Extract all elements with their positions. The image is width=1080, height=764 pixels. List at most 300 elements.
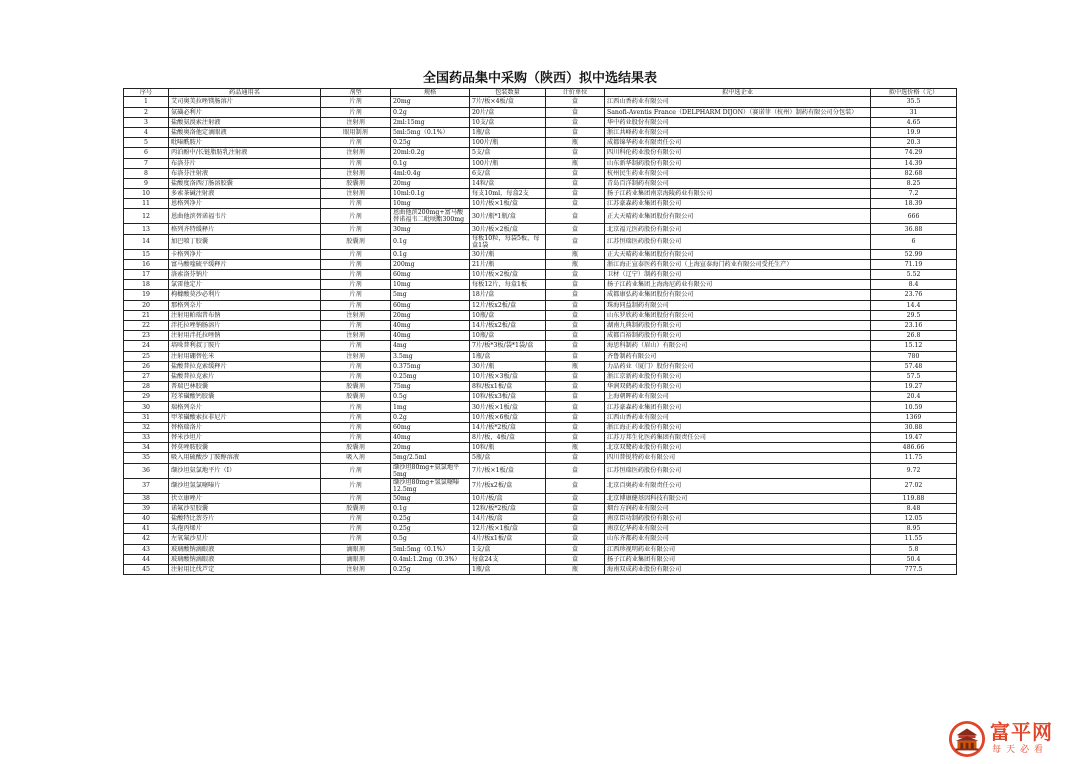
cell-package: 10片/板×3板/盒: [470, 371, 546, 381]
cell-dosage-form: 吸入剂: [321, 453, 391, 463]
cell-index: 21: [124, 310, 169, 320]
table-row: [124, 513, 957, 523]
table-body: [124, 97, 957, 575]
cell-index: 28: [124, 382, 169, 392]
table-row: [124, 138, 957, 148]
cell-specification: 20mg: [391, 178, 470, 188]
cell-package: 12粒/板*2板/盒: [470, 503, 546, 513]
cell-price: 23.16: [871, 320, 957, 330]
table-row: [124, 564, 957, 574]
cell-drug-name: 丙泊酚中/长链脂肪乳注射液: [169, 148, 321, 158]
table-header-row: [124, 89, 957, 97]
cell-unit: 盒: [546, 127, 605, 137]
cell-drug-name: 培哚普利叔丁胺片: [169, 341, 321, 351]
cell-index: 10: [124, 189, 169, 199]
cell-dosage-form: 片剂: [321, 463, 391, 478]
cell-unit: 盒: [546, 270, 605, 280]
cell-company: 江西山香药业有限公司: [605, 97, 871, 107]
cell-package: 1瓶/盒: [470, 127, 546, 137]
cell-unit: 盒: [546, 534, 605, 544]
cell-index: 14: [124, 234, 169, 249]
cell-unit: 盒: [546, 412, 605, 422]
cell-specification: 0.25mg: [391, 371, 470, 381]
cell-index: 15: [124, 249, 169, 259]
cell-drug-name: 恩格列净片: [169, 199, 321, 209]
cell-price: 777.5: [871, 564, 957, 574]
table-row: [124, 382, 957, 392]
cell-drug-name: 氯雷他定片: [169, 280, 321, 290]
cell-company: 北京百奥药业有限责任公司: [605, 478, 871, 493]
cell-index: 38: [124, 493, 169, 503]
cell-drug-name: 替莫唑胺胶囊: [169, 443, 321, 453]
cell-company: 成都锦华药业有限责任公司: [605, 138, 871, 148]
cell-unit: 盒: [546, 382, 605, 392]
cell-specification: 0.25g: [391, 524, 470, 534]
cell-package: 4片/板x1板/盒: [470, 534, 546, 544]
cell-drug-name: 左氧氟沙星片: [169, 534, 321, 544]
table-row: [124, 453, 957, 463]
cell-index: 12: [124, 209, 169, 224]
cell-drug-name: 多索茶碱注射液: [169, 189, 321, 199]
cell-drug-name: 缬沙坦氨氯地平片（Ⅰ）: [169, 463, 321, 478]
table-row: [124, 259, 957, 269]
cell-drug-name: 玻璃酸钠滴眼液: [169, 544, 321, 554]
cell-price: 9.72: [871, 463, 957, 478]
cell-index: 6: [124, 148, 169, 158]
cell-company: 扬子江药业集团有限公司: [605, 554, 871, 564]
procurement-results-table: [123, 88, 957, 575]
cell-drug-name: 缬沙坦氢氯噻嗪片: [169, 478, 321, 493]
cell-specification: 30mg: [391, 224, 470, 234]
table-row: [124, 478, 957, 493]
cell-dosage-form: 眼用制剂: [321, 127, 391, 137]
cell-package: 10片/板×1板/盒: [470, 199, 546, 209]
cell-company: 北京双鹭药业股份有限公司: [605, 443, 871, 453]
cell-dosage-form: 片剂: [321, 290, 391, 300]
cell-package: 30片/瓶: [470, 361, 546, 371]
cell-company: 力品药业（厦门）股份有限公司: [605, 361, 871, 371]
cell-index: 42: [124, 534, 169, 544]
cell-price: 19.47: [871, 433, 957, 443]
cell-dosage-form: 片剂: [321, 433, 391, 443]
table-row: [124, 493, 957, 503]
cell-unit: 瓶: [546, 158, 605, 168]
cell-dosage-form: 片剂: [321, 224, 391, 234]
table-row: [124, 351, 957, 361]
cell-dosage-form: 胶囊剂: [321, 503, 391, 513]
table-row: [124, 189, 957, 199]
cell-company: Sanofi-Aventis France（DELPHARM DIJON）（赛诺菲（杭州）制药有限公司分包装）: [605, 107, 871, 117]
cell-unit: 盒: [546, 107, 605, 117]
cell-package: 14片/板x2板/盒: [470, 320, 546, 330]
cell-package: 10瓶/盒: [470, 310, 546, 320]
cell-index: 19: [124, 290, 169, 300]
cell-price: 5.8: [871, 544, 957, 554]
cell-dosage-form: 注射剂: [321, 310, 391, 320]
cell-specification: 50mg: [391, 493, 470, 503]
cell-specification: 10mg: [391, 199, 470, 209]
cell-unit: 盒: [546, 513, 605, 523]
header-company: 拟中选企业: [605, 89, 871, 97]
cell-specification: 0.2g: [391, 412, 470, 422]
cell-index: 7: [124, 158, 169, 168]
cell-unit: 盒: [546, 478, 605, 493]
cell-price: 14.39: [871, 158, 957, 168]
cell-unit: 盒: [546, 117, 605, 127]
cell-drug-name: 盐酸氨溴索注射液: [169, 117, 321, 127]
cell-index: 9: [124, 178, 169, 188]
cell-price: 15.12: [871, 341, 957, 351]
cell-price: 780: [871, 351, 957, 361]
cell-index: 29: [124, 392, 169, 402]
brand-name: 富平网: [990, 720, 1053, 744]
header-drug-name: 药品通用名: [169, 89, 321, 97]
cell-company: 南京亿华药业有限公司: [605, 524, 871, 534]
cell-unit: 盒: [546, 199, 605, 209]
cell-package: 1瓶/盒: [470, 351, 546, 361]
header-price: 拟中选价格（元）: [871, 89, 957, 97]
table-row: [124, 209, 957, 224]
cell-price: 35.5: [871, 97, 957, 107]
cell-price: 11.75: [871, 453, 957, 463]
cell-company: 上海朝晖药业有限公司: [605, 392, 871, 402]
cell-drug-name: 加巴喷丁胶囊: [169, 234, 321, 249]
table-row: [124, 234, 957, 249]
table-row: [124, 503, 957, 513]
cell-company: 南京臣功制药股份有限公司: [605, 513, 871, 523]
cell-unit: 瓶: [546, 249, 605, 259]
cell-dosage-form: 胶囊剂: [321, 392, 391, 402]
cell-company: 山东新华制药股份有限公司: [605, 158, 871, 168]
cell-dosage-form: 滴眼剂: [321, 544, 391, 554]
cell-specification: 0.1g: [391, 158, 470, 168]
cell-drug-name: 泮托拉唑钠肠溶片: [169, 320, 321, 330]
cell-company: 青岛百洋制药有限公司: [605, 178, 871, 188]
cell-drug-name: 瑞格列奈片: [169, 402, 321, 412]
cell-specification: 恩曲他滨200mg+富马酸替诺福韦二吡呋酯300mg: [391, 209, 470, 224]
cell-package: 100片/瓶: [470, 158, 546, 168]
cell-company: 华润双鹤药业股份有限公司: [605, 382, 871, 392]
cell-price: 8.4: [871, 280, 957, 290]
cell-unit: 盒: [546, 178, 605, 188]
cell-price: 486.66: [871, 443, 957, 453]
cell-specification: 20mg: [391, 443, 470, 453]
cell-unit: 盒: [546, 234, 605, 249]
cell-specification: 0.5g: [391, 392, 470, 402]
cell-price: 20.4: [871, 392, 957, 402]
pagoda-logo-icon: [948, 720, 986, 758]
cell-price: 10.59: [871, 402, 957, 412]
cell-package: 10粒/瓶: [470, 443, 546, 453]
cell-dosage-form: 片剂: [321, 478, 391, 493]
cell-package: 10片/板×6板/盒: [470, 412, 546, 422]
cell-package: 8片/板，4板/盒: [470, 433, 546, 443]
cell-dosage-form: 片剂: [321, 249, 391, 259]
cell-unit: 盒: [546, 331, 605, 341]
cell-unit: 盒: [546, 524, 605, 534]
cell-index: 34: [124, 443, 169, 453]
cell-package: 30片/板×2板/盒: [470, 224, 546, 234]
table-row: [124, 361, 957, 371]
cell-price: 36.88: [871, 224, 957, 234]
cell-package: 1支/盒: [470, 544, 546, 554]
cell-specification: 20mg: [391, 310, 470, 320]
cell-unit: 盒: [546, 280, 605, 290]
cell-company: 江西山香药业有限公司: [605, 412, 871, 422]
cell-package: 每盒24支: [470, 554, 546, 564]
cell-dosage-form: 注射剂: [321, 351, 391, 361]
cell-company: 成都康弘药业集团股份有限公司: [605, 290, 871, 300]
cell-company: 浙江海正药业股份有限公司: [605, 422, 871, 432]
cell-index: 23: [124, 331, 169, 341]
cell-dosage-form: 片剂: [321, 402, 391, 412]
cell-index: 36: [124, 463, 169, 478]
cell-unit: 盒: [546, 341, 605, 351]
cell-package: 20片/盒: [470, 107, 546, 117]
cell-drug-name: 枸橼酸莫沙必利片: [169, 290, 321, 300]
cell-unit: 盒: [546, 422, 605, 432]
cell-package: 12片/板x2板/盒: [470, 300, 546, 310]
cell-price: 82.68: [871, 168, 957, 178]
site-watermark: [948, 718, 1076, 764]
cell-price: 74.29: [871, 148, 957, 158]
cell-package: 10支/盒: [470, 117, 546, 127]
cell-package: 30片/瓶*1瓶/盒: [470, 209, 546, 224]
cell-drug-name: 卡格列净片: [169, 249, 321, 259]
cell-index: 25: [124, 351, 169, 361]
table-row: [124, 433, 957, 443]
document-title: 全国药品集中采购（陕西）拟中选结果表: [422, 71, 657, 86]
cell-specification: 缬沙坦80mg+氢氯噻嗪12.5mg: [391, 478, 470, 493]
table-row: [124, 158, 957, 168]
cell-index: 33: [124, 433, 169, 443]
table-row: [124, 524, 957, 534]
cell-unit: 盒: [546, 371, 605, 381]
cell-package: 7片/板x2板/盒: [470, 478, 546, 493]
cell-price: 6: [871, 234, 957, 249]
cell-index: 26: [124, 361, 169, 371]
cell-drug-name: 吸入用硫酸沙丁胺醇溶液: [169, 453, 321, 463]
cell-drug-name: 羟苯磺酸钙胶囊: [169, 392, 321, 402]
table-row: [124, 463, 957, 478]
cell-dosage-form: 注射剂: [321, 117, 391, 127]
cell-price: 57.5: [871, 371, 957, 381]
cell-package: 18片/盒: [470, 290, 546, 300]
cell-specification: 缬沙坦80mg+氨氯地平5mg: [391, 463, 470, 478]
cell-unit: 盒: [546, 503, 605, 513]
cell-unit: 盒: [546, 189, 605, 199]
table-row: [124, 224, 957, 234]
cell-specification: 1mg: [391, 402, 470, 412]
cell-price: 1369: [871, 412, 957, 422]
cell-specification: 60mg: [391, 422, 470, 432]
cell-specification: 4mg: [391, 341, 470, 351]
cell-specification: 0.375mg: [391, 361, 470, 371]
cell-index: 1: [124, 97, 169, 107]
cell-dosage-form: 片剂: [321, 158, 391, 168]
cell-company: 北京博康健基因科技有限公司: [605, 493, 871, 503]
cell-price: 23.76: [871, 290, 957, 300]
cell-unit: 瓶: [546, 138, 605, 148]
cell-package: 14片/板*2板/盒: [470, 422, 546, 432]
cell-specification: 0.1g: [391, 503, 470, 513]
cell-price: 666: [871, 209, 957, 224]
cell-price: 18.39: [871, 199, 957, 209]
cell-drug-name: 注射用比伐芦定: [169, 564, 321, 574]
cell-dosage-form: 片剂: [321, 138, 391, 148]
cell-company: 江苏恒瑞医药股份有限公司: [605, 463, 871, 478]
table-row: [124, 412, 957, 422]
cell-dosage-form: 注射剂: [321, 564, 391, 574]
cell-index: 22: [124, 320, 169, 330]
cell-index: 16: [124, 259, 169, 269]
cell-package: 14片/板/盒: [470, 513, 546, 523]
cell-dosage-form: 片剂: [321, 361, 391, 371]
table-row: [124, 371, 957, 381]
cell-price: 8.25: [871, 178, 957, 188]
table-row: [124, 300, 957, 310]
cell-package: 10片/板×2板/盒: [470, 270, 546, 280]
cell-price: 12.05: [871, 513, 957, 523]
cell-company: 江苏恒瑞医药股份有限公司: [605, 234, 871, 249]
table-row: [124, 148, 957, 158]
cell-package: 7片/板*3板/袋*1袋/盒: [470, 341, 546, 351]
cell-price: 8.95: [871, 524, 957, 534]
cell-unit: 盒: [546, 148, 605, 158]
cell-package: 7片/板×4板/盒: [470, 97, 546, 107]
cell-drug-name: 替格瑞洛片: [169, 422, 321, 432]
cell-index: 30: [124, 402, 169, 412]
cell-index: 4: [124, 127, 169, 137]
cell-specification: 5mg/2.5ml: [391, 453, 470, 463]
cell-unit: 盒: [546, 402, 605, 412]
cell-package: 10片/板/盒: [470, 493, 546, 503]
cell-index: 24: [124, 341, 169, 351]
cell-specification: 5ml:5mg（0.1%）: [391, 127, 470, 137]
cell-specification: 4ml:0.4g: [391, 168, 470, 178]
cell-unit: 盒: [546, 97, 605, 107]
cell-price: 19.9: [871, 127, 957, 137]
cell-specification: 0.25g: [391, 513, 470, 523]
cell-dosage-form: 胶囊剂: [321, 443, 391, 453]
cell-company: 浙江京新药业股份有限公司: [605, 371, 871, 381]
cell-unit: 盒: [546, 320, 605, 330]
cell-drug-name: 盐酸度洛西汀肠溶胶囊: [169, 178, 321, 188]
header-unit: 计价单位: [546, 89, 605, 97]
cell-index: 20: [124, 300, 169, 310]
table-row: [124, 320, 957, 330]
cell-drug-name: 盐酸普拉克索片: [169, 371, 321, 381]
cell-index: 35: [124, 453, 169, 463]
cell-drug-name: 注射用帕瑞昔布钠: [169, 310, 321, 320]
cell-dosage-form: 注射剂: [321, 168, 391, 178]
cell-company: 齐鲁制药有限公司: [605, 351, 871, 361]
cell-specification: 60mg: [391, 300, 470, 310]
table-row: [124, 117, 957, 127]
cell-index: 13: [124, 224, 169, 234]
cell-drug-name: 注射用泮托拉唑钠: [169, 331, 321, 341]
table-row: [124, 554, 957, 564]
cell-dosage-form: 胶囊剂: [321, 178, 391, 188]
cell-dosage-form: 片剂: [321, 209, 391, 224]
cell-index: 43: [124, 544, 169, 554]
cell-company: 四川普锐特药业有限公司: [605, 453, 871, 463]
cell-drug-name: 恩曲他滨替诺福韦片: [169, 209, 321, 224]
cell-package: 12片/板×1板/盒: [470, 524, 546, 534]
cell-company: 珠海同益制药有限公司: [605, 300, 871, 310]
cell-price: 8.48: [871, 503, 957, 513]
table-row: [124, 168, 957, 178]
cell-package: 1瓶/盒: [470, 564, 546, 574]
cell-company: 海南双成药业股份有限公司: [605, 564, 871, 574]
cell-drug-name: 普瑞巴林胶囊: [169, 382, 321, 392]
cell-index: 44: [124, 554, 169, 564]
cell-dosage-form: 片剂: [321, 97, 391, 107]
cell-specification: 40mg: [391, 433, 470, 443]
cell-company: 杭州民生药业有限公司: [605, 168, 871, 178]
cell-company: 江苏万邦生化医药集团有限责任公司: [605, 433, 871, 443]
header-package: 包装数量: [470, 89, 546, 97]
cell-specification: 20ml:0.2g: [391, 148, 470, 158]
cell-unit: 盒: [546, 433, 605, 443]
cell-unit: 盒: [546, 544, 605, 554]
cell-index: 45: [124, 564, 169, 574]
cell-drug-name: 洛索洛芬钠片: [169, 270, 321, 280]
cell-unit: 盒: [546, 224, 605, 234]
cell-specification: 40mg: [391, 320, 470, 330]
cell-specification: 0.4ml:1.2mg（0.3%）: [391, 554, 470, 564]
cell-package: 5支/盒: [470, 148, 546, 158]
header-index: 序号: [124, 89, 169, 97]
cell-unit: 盒: [546, 310, 605, 320]
cell-index: 2: [124, 107, 169, 117]
cell-index: 17: [124, 270, 169, 280]
cell-dosage-form: 片剂: [321, 259, 391, 269]
cell-drug-name: 盐酸普拉克索缓释片: [169, 361, 321, 371]
cell-price: 5.52: [871, 270, 957, 280]
cell-company: 山东齐都药业有限公司: [605, 534, 871, 544]
cell-dosage-form: 片剂: [321, 371, 391, 381]
cell-index: 40: [124, 513, 169, 523]
cell-drug-name: 富马酸喹硫平缓释片: [169, 259, 321, 269]
cell-unit: 盒: [546, 168, 605, 178]
cell-dosage-form: 片剂: [321, 199, 391, 209]
cell-specification: 5mg: [391, 290, 470, 300]
cell-index: 31: [124, 412, 169, 422]
cell-company: 扬子江药业集团上海海尼药业有限公司: [605, 280, 871, 290]
cell-dosage-form: 片剂: [321, 270, 391, 280]
cell-price: 57.48: [871, 361, 957, 371]
cell-drug-name: 替米沙坦片: [169, 433, 321, 443]
cell-price: 30.88: [871, 422, 957, 432]
cell-unit: 瓶: [546, 443, 605, 453]
cell-price: 119.88: [871, 493, 957, 503]
cell-specification: 75mg: [391, 382, 470, 392]
cell-index: 37: [124, 478, 169, 493]
cell-specification: 200mg: [391, 259, 470, 269]
cell-drug-name: 吡嗪酰胺片: [169, 138, 321, 148]
cell-specification: 0.2g: [391, 107, 470, 117]
cell-company: 山东罗欣药业集团股份有限公司: [605, 310, 871, 320]
cell-package: 14粒/盒: [470, 178, 546, 188]
cell-package: 7片/板×1板/盒: [470, 463, 546, 478]
cell-company: 江西珍视明药业有限公司: [605, 544, 871, 554]
cell-dosage-form: 注射剂: [321, 189, 391, 199]
cell-package: 每板12片，每盒1板: [470, 280, 546, 290]
cell-dosage-form: 胶囊剂: [321, 382, 391, 392]
cell-specification: 10mg: [391, 280, 470, 290]
cell-index: 27: [124, 371, 169, 381]
